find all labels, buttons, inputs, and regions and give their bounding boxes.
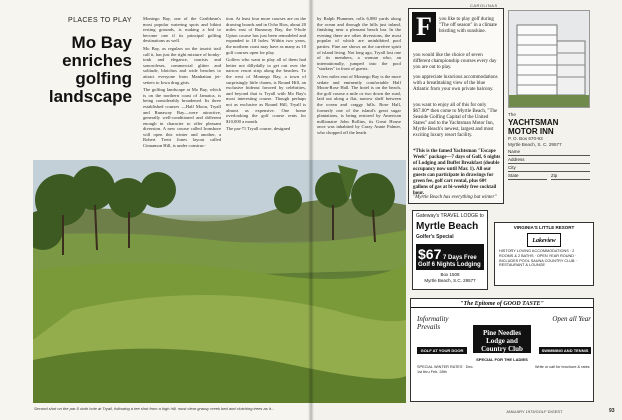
brochure-note: Write or call for brochure & rates [535,365,590,369]
paragraph: The par-71 Tryall course, designed [226,126,291,132]
headline-line: enriches [62,51,132,70]
price-note: 7 Days Free Golf 6 Nights Lodging [418,255,481,268]
ad-line: *This is the famed Yachtsman "Escape Week" package—7 days of Golf, 6 nights of Lodging and Buffet Breakfast (double occupancy now until Mar. 1). All our guests can participate in drawings for green fee, golf cart rental, plus 60¢ gallons of gas at bi-weekly free cocktail hour. [413,149,501,196]
headline-line: Mo Bay [71,33,132,52]
lakeview-logo: Lakeview [527,233,561,247]
swim-tag: SWIMMING AND TENNIS [539,347,591,354]
paragraph: tion. At least four more courses are on the drawing boards and in Ocho Rios, about 20 miles east of Runaway Bay, the 9-hole Upton course has just been remodeled and expanded to 18 holes. Within two years, the northern coast may have as many as 10 golf courses open for play. [226,16,306,55]
price-block [416,244,484,270]
ad-header: VIRGINIA'S LITTLE RESORT [513,225,575,230]
paragraph: A few miles east of Montego Bay is the more sedate and eminently comfortable Half Moon-Rose Hall. The hotel is on the beach, the golf course a mile or two down the road, laid out along a flat, narrow shelf between the ocean and craggy hills. Rose Hall, formerly one of the island's great sugar plantations, is being restored by American millionaire John Rollins, its Great House once was inhabited by Crazy Annie Palmer, who chopped off the heads [317,73,401,135]
ad-body: HISTORY LOVING ACCOMMODATIONS · 2 ROOMS & 2 BATHS · OPEN YEAR ROUND · INCLUDES POOL SAUNA COUNTRY CLUB · RESTAURANT & LOUNGE [499,249,577,268]
golf-tag: GOLF AT YOUR DOOR [417,347,467,354]
hotel-building-illustration [509,11,590,108]
section-kicker: PLACES TO PLAY [68,17,132,24]
paragraph: Montego Bay, one of the Caribbean's most popular watering spots and bikini resting grounds, is making a bid to become one if its principal golfing destinations as well. [143,16,221,44]
article-headline [40,34,132,106]
headline-line: golfing [75,69,132,88]
page-footer: JANUARY 1973/GOLF DIGEST [506,409,563,414]
ad-line: you want to enjoy all of this for only $67.00* then come to Myrtle Beach, "The Seaside Golfing Capital of the United States" and to the Yachtsman Motor Inn, Myrtle Beach's newest, largest and most exciting luxury resort facility. [413,103,498,138]
paragraph: by Ralph Plummer, rolls 6,880 yards along the ocean and through the hills just inland, finishing near a pleasant beach bar. In the evening there are other diversions, the most popular of which are uninhibited pool parties. Fine are shows on the carefree spirit of island living. Not long ago, Tryall lost one of its members, a woman who, an internationally, jumped into the pool "starkers" in front of guests. [317,16,401,72]
headline-line: landscape [48,87,132,106]
ad-destination: Myrtle Beach [416,221,479,232]
coupon-name-field[interactable]: Name [508,149,590,156]
lakeview-ad [494,222,594,286]
article-column-3 [317,16,401,137]
ad-line: you appreciate luxurious accommodations with a breathtaking view of the blue Atlantic from your own private balcony. [413,75,498,92]
coupon-the: The [508,112,516,117]
paragraph: The golfing landscape at Mo Bay, which is on the northern coast of Jamaica, is being considerably broadened. Its three established courses —Half Moon, Tryall and Runaway Bay—were attractive, generally well-conditioned and different enough in character to offer pleasant diversion. A new course called Ironshore will open this winter and another, a Robert Trent Jones layout called Cinnamon Hill, is under construc- [143,87,221,149]
coupon-city-field[interactable]: City [508,165,590,172]
script-left: Informality Prevails [417,315,449,331]
special-label: SPECIAL FOR THE LADIES [476,357,528,362]
ad-subtitle: Golfer's Special [416,234,454,240]
coupon-address: P. O. Box 670-93 [508,136,543,141]
travel-lodge-ad [412,210,488,290]
coupon-address: Myrtle Beach, S. C. 29577 [508,142,562,147]
photo-caption: Second shot on the par-5 sixth hole at Tryall, following a tee shot from a high hill, must clear grassy creek bed and clutching trees as it... [34,406,275,411]
golf-course-photo [33,160,406,403]
ad-line: you would like the choice of seven different championship courses every day you are out to play. [413,53,497,70]
yachtsman-coupon [508,112,590,204]
coupon-title: YACHTSMAN MOTOR INN [508,118,559,136]
winter-rates: SPECIAL WINTER RATES · Dec. 1st thru Feb. 28th [417,365,474,374]
coupon-state-zip-row [508,172,590,180]
ad-address: Myrtle Beach, S.C. 29577 [424,277,476,283]
ad-top: Gateway's TRAVEL LODGE to [416,213,484,219]
ad-line: "Myrtle Beach has everything but winter" [413,195,497,200]
page-gutter [308,0,314,420]
price-value: $67 [418,246,442,262]
golf-landscape-illustration [33,160,406,403]
article-column-1 [143,16,221,151]
page-number: 93 [609,408,615,414]
drop-cap: F [412,12,436,42]
coupon-zip-field[interactable]: Zip [551,173,590,180]
paragraph: Mo Bay, as regulars on the tourist trail call it, has just the right mixture of honky-tonk and elegance, tourists and sonoroleses, commercial glitter and solitude, blotchos and wide beaches to attract everyone from Manhattan jet-setters to Iowa drug gists. [143,45,221,85]
pine-needles-ad [410,298,594,402]
paragraph: Golfers who want to play all of them had better not dillydally to get out over the narrow resort strip along the beaches. To the west of Montego Bay, a town of surprisingly little charm, is Round Hill, an exclusive hideout favored by celebrities, and beyond that is Tryall with Mo Bay's most interesting course. Though perhaps not as exclusive as Round Hill, Tryall is almost as expensive. One home overlooking the golf course rents for $10,000 a month. [226,57,306,124]
coupon-state-field[interactable]: State [508,173,547,180]
ad-banner: "The Epitome of GOOD TASTE" [411,299,593,308]
coupon-address-field[interactable]: Address [508,157,590,164]
pine-needles-logo: Pine Needles Lodge and Country Club [473,325,531,353]
hotel-photo [508,10,590,108]
article-column-2 [226,16,306,134]
script-right: Open all Year [552,315,591,323]
ad-address: Box 1508 [440,272,460,277]
ad-section-label: CAROLINAS [470,3,498,8]
ad-line: you like to play golf during "The off season" in a climate bristling with sunshine. [439,17,497,34]
